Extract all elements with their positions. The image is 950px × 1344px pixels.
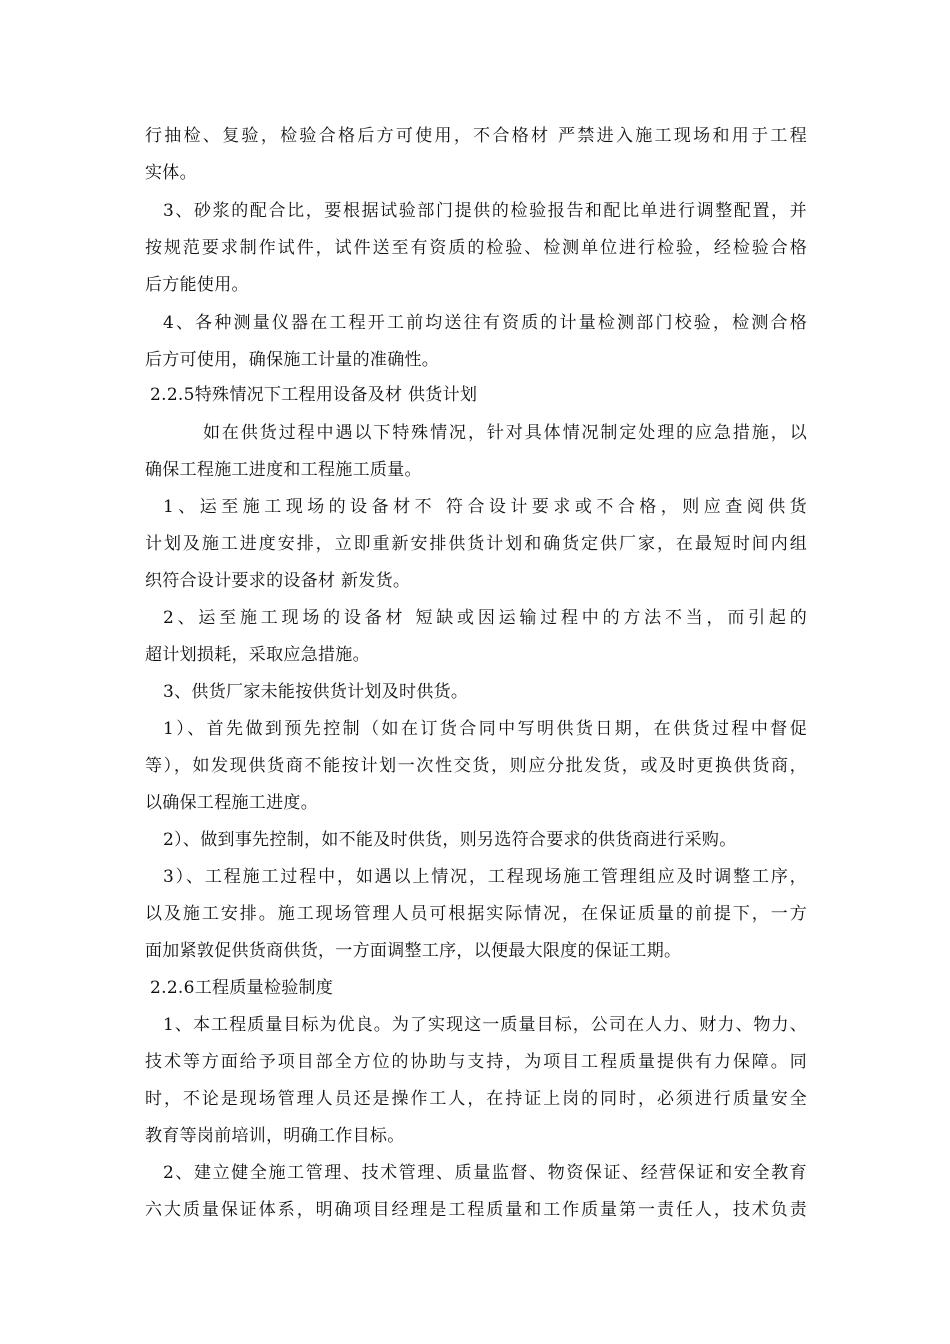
text-line: 六大质量保证体系，明确项目经理是工程质量和工作质量第一责任人，技术负责 — [145, 1200, 807, 1220]
text-line: 2、运至施工现场的设备材 短缺或因运输过程中的方法不当，而引起的 — [163, 608, 807, 628]
text-line: 等），如发现供货商不能按计划一次性交货，则应分批发货，或及时更换供货商， — [145, 756, 807, 776]
text-line: 后方能使用。 — [145, 275, 249, 295]
text-line: 4、各种测量仪器在工程开工前均送往有资质的计量检测部门校验，检测合格 — [163, 313, 807, 333]
text-line: 2、建立健全施工管理、技术管理、质量监督、物资保证、经营保证和安全教育 — [163, 1163, 807, 1183]
text-line: 1、本工程质量目标为优良。为了实现这一质量目标，公司在人力、财力、物力、 — [163, 1015, 807, 1035]
text-line: 面加紧敦促供货商供货，一方面调整工序，以便最大限度的保证工期。 — [145, 941, 682, 961]
text-line: 行抽检、复验，检验合格后方可使用，不合格材 严禁进入施工现场和用于工程 — [145, 126, 807, 146]
text-line: 按规范要求制作试件，试件送至有资质的检验、检测单位进行检验，经检验合格 — [145, 238, 807, 258]
text-line: 2）、做到事先控制，如不能及时供货，则另选符合要求的供货商进行采购。 — [163, 830, 737, 850]
text-line: 计划及施工进度安排，立即重新安排供货计划和确货定供厂家，在最短时间内组 — [145, 534, 807, 554]
text-line: 3）、工程施工过程中，如遇以上情况，工程现场施工管理组应及时调整工序， — [163, 867, 807, 887]
text-line: 3、供货厂家未能按供货计划及时供货。 — [163, 682, 469, 702]
section-heading: 2.2.5特殊情况下工程用设备及材 供货计划 — [150, 385, 478, 405]
text-line: 技术等方面给予项目部全方位的协助与支持，为项目工程质量提供有力保障。同 — [145, 1052, 807, 1072]
text-line: 时，不论是现场管理人员还是操作工人，在持证上岗的同时，必须进行质量安全 — [145, 1089, 807, 1109]
text-line: 1）、首先做到预先控制（如在订货合同中写明供货日期，在供货过程中督促 — [163, 719, 807, 739]
text-line: 1、运至施工现场的设备材不 符合设计要求或不合格，则应查阅供货 — [163, 497, 807, 517]
text-line: 以及施工安排。施工现场管理人员可根据实际情况，在保证质量的前提下，一方 — [145, 904, 807, 924]
text-line: 以确保工程施工进度。 — [145, 793, 318, 813]
text-line: 织符合设计要求的设备材 新发货。 — [145, 571, 411, 591]
section-heading: 2.2.6工程质量检验制度 — [150, 978, 334, 998]
text-line: 确保工程施工进度和工程施工质量。 — [145, 460, 422, 480]
text-line: 如在供货过程中遇以下特殊情况，针对具体情况制定处理的应急措施，以 — [203, 423, 807, 443]
text-line: 超计划损耗，采取应急措施。 — [145, 645, 370, 665]
text-line: 实体。 — [145, 163, 197, 183]
text-line: 3、砂浆的配合比，要根据试验部门提供的检验报告和配比单进行调整配置，并 — [163, 201, 807, 221]
text-line: 后方可使用，确保施工计量的准确性。 — [145, 350, 440, 370]
text-line: 教育等岗前培训，明确工作目标。 — [145, 1126, 405, 1146]
